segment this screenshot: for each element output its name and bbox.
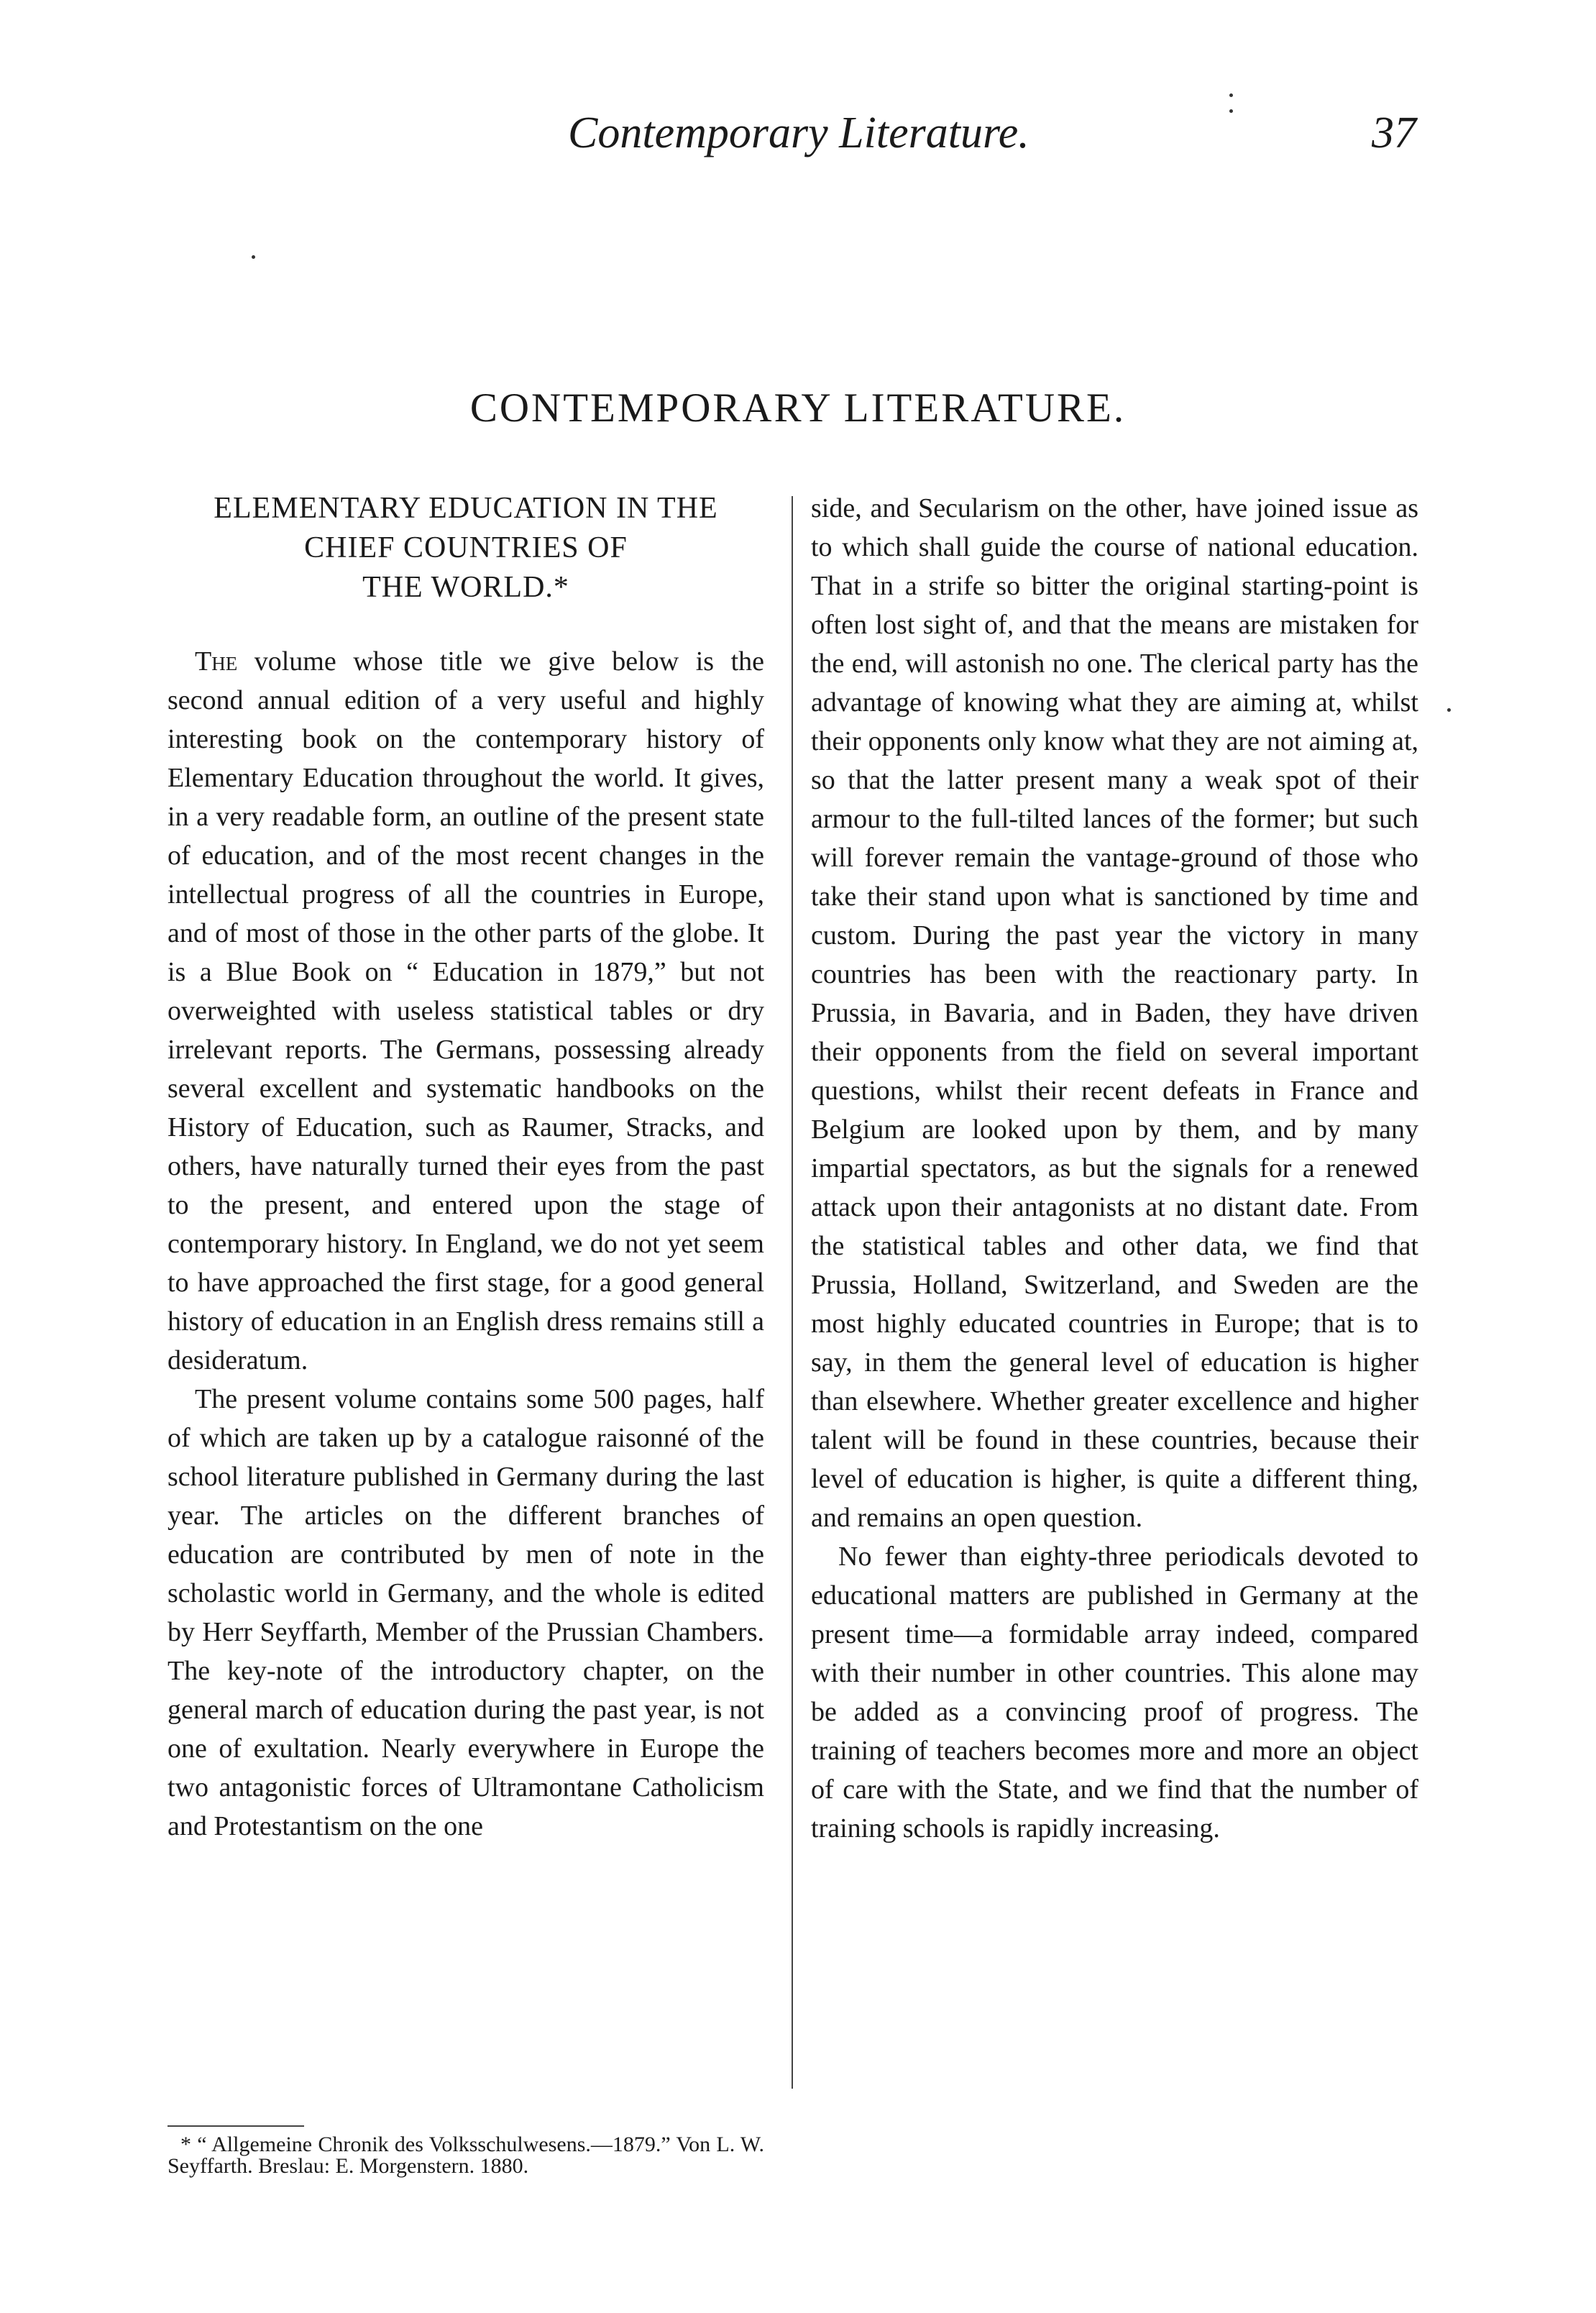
article-paragraph: side, and Secularism on the other, have joined issue as to which shall guide the course of national education. That in a strife so bitter the original starting-point is often lost sight of, and that the means are mistaken for the end, will astonish no one. The clerical party has the advantage of knowing what they are aiming at, whilst their opponents only know what they are not aiming at, so that the latter present many a weak spot of their armour to the full-tilted lances of the former; but such will forever remain the vantage-ground of those who take their stand upon what is sanctioned by time and custom. During the past year the victory in many countries has been with the reactionary party. In Prussia, in Bavaria, and in Baden, they have driven their opponents from the field on several important questions, whilst their recent defeats in France and Belgium are looked upon by them, and by many impartial spectators, as but the signals for a renewed attack upon their antagonists at no distant date. From the statistical tables and other data, we find that Prussia, Holland, Switzerland, and Sweden are the most highly educated countries in Europe; that is to say, in them the general level of education is higher than elsewhere. Whether greater excellence and higher talent will be found in these countries, because their level of education is higher, is quite a different thing, and remains an open question. bbox=[811, 493, 1418, 1533]
article-paragraph: No fewer than eighty-three periodicals devoted to educational matters are published in Germany at the present time—a formidable array indeed, compared with their number in other countries. This alone may be added as a convincing proof of progress. The training of teachers becomes more and more an object of care with the State, and we find that the number of training schools is rapidly increasing. bbox=[811, 1542, 1418, 1843]
page-number: 37 bbox=[1372, 109, 1416, 157]
footnote: * “ Allgemeine Chronik des Volksschulwesens.—1879.” Von L. W. Seyffarth. Breslau: E. Morgenstern. 1880. bbox=[168, 2133, 764, 2178]
paragraph-text: volume whose title we give below is the second annual edition of a very useful and highly interesting book on the contemporary history of Elementary Education throughout the world. It gives, in a very readable form, an outline of the present state of education, and of the most recent changes in the intellectual progress of all the countries in Europe, and of most of those in the other parts of the globe. It is a Blue Book on “ Education in 1879,” but not overweighted with useless statistical tables or dry irrelevant reports. The Germans, possessing already several excellent and systematic handbooks on the History of Education, such as Raumer, Stracks, and others, have naturally turned their eyes from the past to the present, and entered upon the stage of contemporary history. In England, we do not yet seem to have approached the first stage, for a good general history of education in an English dress remains still a desideratum. bbox=[168, 646, 764, 1375]
print-speck bbox=[1229, 93, 1233, 97]
left-column bbox=[168, 489, 764, 1846]
article-heading-line: THE WORLD.* bbox=[362, 571, 569, 604]
print-speck bbox=[252, 255, 255, 259]
article-heading bbox=[168, 489, 764, 608]
column-divider bbox=[792, 496, 793, 2089]
article-heading-line: CHIEF COUNTRIES OF bbox=[304, 531, 628, 564]
footnote-rule bbox=[168, 2125, 304, 2127]
article-paragraph bbox=[168, 642, 764, 1380]
running-title: Contemporary Literature. bbox=[568, 109, 1029, 157]
article-heading-line: ELEMENTARY EDUCATION IN THE bbox=[214, 492, 718, 525]
print-speck bbox=[1229, 109, 1233, 113]
opening-word: The bbox=[195, 646, 238, 677]
print-speck bbox=[1447, 708, 1451, 712]
section-title: CONTEMPORARY LITERATURE. bbox=[469, 385, 1127, 431]
right-column bbox=[811, 489, 1418, 1848]
article-paragraph: The present volume contains some 500 pages, half of which are taken up by a catalogue raisonné of the school literature published in Germany during the last year. The articles on the different branches of education are contributed by men of note in the scholastic world in Germany, and the whole is edited by Herr Seyffarth, Member of the Prussian Chambers. The key-note of the introductory chapter, on the general march of education during the past year, is not one of exultation. Nearly everywhere in Europe the two antagonistic forces of Ultramontane Catholicism and Protestantism on the one bbox=[168, 1384, 764, 1841]
running-head bbox=[0, 108, 1596, 165]
